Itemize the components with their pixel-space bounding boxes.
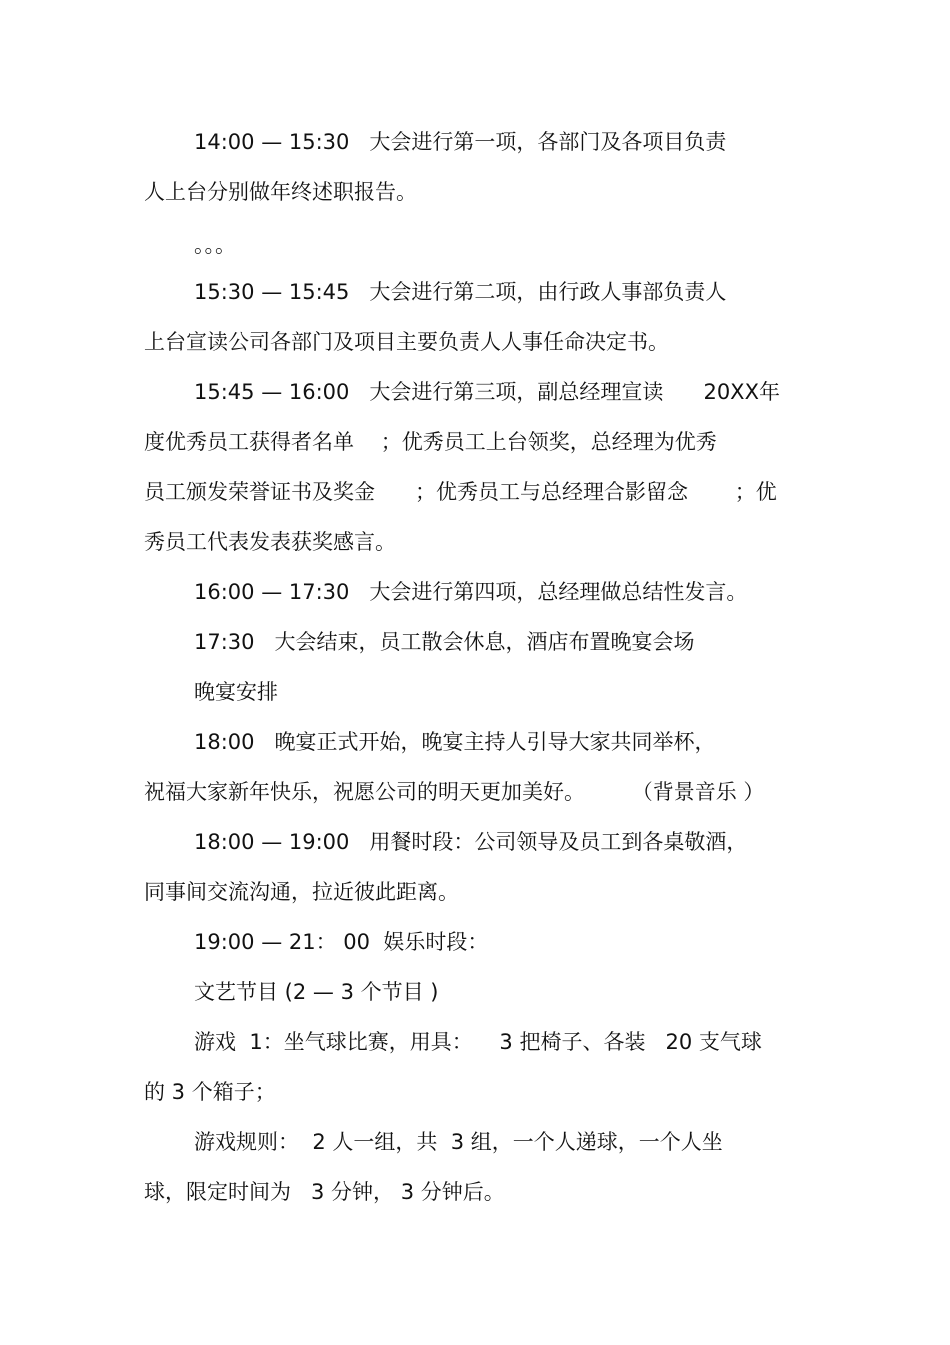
paragraph-line: 游戏 1：坐气球比赛，用具： 3 把椅子、各装 20 支气球 bbox=[194, 1030, 762, 1054]
paragraph-line: 19:00 — 21： 00 娱乐时段： bbox=[194, 930, 489, 954]
paragraph-line: 16:00 — 17:30 大会进行第四项，总经理做总结性发言。 bbox=[194, 580, 748, 604]
paragraph-line: 15:45 — 16:00 大会进行第三项，副总经理宣读 20XX年 bbox=[194, 380, 780, 404]
paragraph-line: 人上台分别做年终述职报告。 bbox=[144, 180, 417, 204]
paragraph-line: 秀员工代表发表获奖感言。 bbox=[144, 530, 396, 554]
paragraph-line: 14:00 — 15:30 大会进行第一项，各部门及各项目负责 bbox=[194, 130, 727, 154]
paragraph-line: 度优秀员工获得者名单 ；优秀员工上台领奖，总经理为优秀 bbox=[144, 430, 717, 454]
paragraph-line: 上台宣读公司各部门及项目主要负责人人事任命决定书。 bbox=[144, 330, 669, 354]
paragraph-line: 15:30 — 15:45 大会进行第二项，由行政人事部负责人 bbox=[194, 280, 727, 304]
section-heading: 晚宴安排 bbox=[194, 680, 278, 704]
paragraph-line: 18:00 — 19:00 用餐时段：公司领导及员工到各桌敬酒， bbox=[194, 830, 748, 854]
paragraph-line: 同事间交流沟通，拉近彼此距离。 bbox=[144, 880, 459, 904]
paragraph-line: 文艺节目 (2 — 3 个节目 ) bbox=[194, 980, 439, 1004]
paragraph-line: 祝福大家新年快乐，祝愿公司的明天更加美好。 （背景音乐 ） bbox=[144, 780, 765, 804]
paragraph-line: 17:30 大会结束，员工散会休息，酒店布置晚宴会场 bbox=[194, 630, 695, 654]
ellipsis-line: 。。。 bbox=[194, 233, 236, 257]
paragraph-line: 员工颁发荣誉证书及奖金 ；优秀员工与总经理合影留念 ；优 bbox=[144, 480, 777, 504]
paragraph-line: 球，限定时间为 3 分钟， 3 分钟后。 bbox=[144, 1180, 505, 1204]
paragraph-line: 游戏规则： 2 人一组，共 3 组，一个人递球，一个人坐 bbox=[194, 1130, 723, 1154]
paragraph-line: 的 3 个箱子； bbox=[144, 1080, 276, 1104]
paragraph-line: 18:00 晚宴正式开始，晚宴主持人引导大家共同举杯， bbox=[194, 730, 716, 754]
